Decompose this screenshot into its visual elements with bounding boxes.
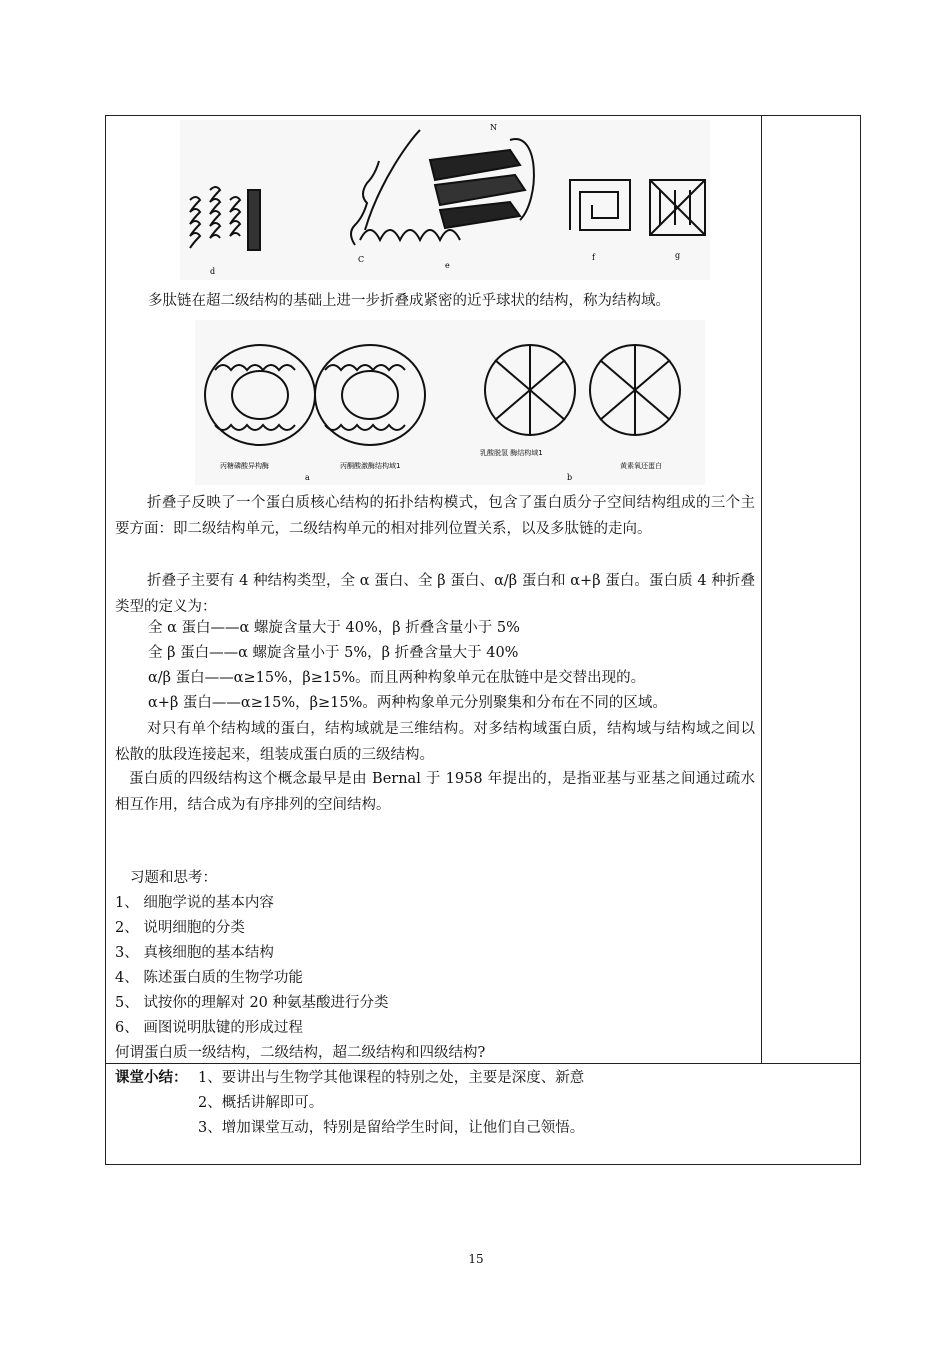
fig-label-d: d bbox=[210, 267, 216, 276]
exercises-heading: 习题和思考： bbox=[130, 870, 217, 886]
fig-label-c: C bbox=[358, 255, 365, 264]
definition-all-beta: 全 β 蛋白——α 螺旋含量小于 5%，β 折叠含量大于 40% bbox=[148, 645, 519, 661]
definition-alpha-slash-beta: α/β 蛋白——α≥15%，β≥15%。而且两种构象单元在肽链中是交替出现的。 bbox=[148, 670, 646, 686]
exercise-question: 何谓蛋白质一级结构，二级结构，超二级结构和四级结构? bbox=[115, 1045, 486, 1061]
fig-label-g: g bbox=[675, 251, 681, 260]
summary-label bbox=[115, 1066, 188, 1091]
summary-item-2: 2、概括讲解即可。 bbox=[198, 1095, 324, 1111]
summary-label-text: 课堂小结 bbox=[115, 1070, 173, 1086]
page-number: 15 bbox=[468, 1252, 484, 1266]
fig-label-n: N bbox=[490, 123, 497, 132]
fold-paragraph-2: 折叠子主要有 4 种结构类型，全 α 蛋白、全 β 蛋白、α/β 蛋白和 α+β 蛋白。蛋白质 4 种折叠类型的定义为： bbox=[115, 573, 755, 615]
structural-domain-figure bbox=[195, 320, 705, 485]
domain-caption-3: 乳酸脱氢 酶结构域1 bbox=[480, 449, 543, 457]
exercise-item-3: 3、 真核细胞的基本结构 bbox=[115, 945, 274, 961]
exercise-item-1: 1、 细胞学说的基本内容 bbox=[115, 895, 274, 911]
definition-alpha-plus-beta: α+β 蛋白——α≥15%，β≥15%。两种构象单元分别聚集和分布在不同的区域。 bbox=[148, 695, 667, 711]
exercise-item-4: 4、 陈述蛋白质的生物学功能 bbox=[115, 970, 303, 986]
exercise-item-6: 6、 画图说明肽键的形成过程 bbox=[115, 1020, 303, 1036]
domain-caption-text: 多肽链在超二级结构的基础上进一步折叠成紧密的近乎球状的结构，称为结构域。 bbox=[148, 293, 670, 309]
supersecondary-structure-figure bbox=[180, 120, 710, 280]
definition-all-alpha: 全 α 蛋白——α 螺旋含量大于 40%，β 折叠含量小于 5% bbox=[148, 620, 520, 636]
summary-item-1: 1、要讲出与生物学其他课程的特别之处，主要是深度、新意 bbox=[198, 1070, 585, 1086]
exercise-item-5: 5、 试按你的理解对 20 种氨基酸进行分类 bbox=[115, 995, 389, 1011]
domain-caption-2: 丙酮酸激酶结构域1 bbox=[340, 462, 401, 470]
fold-paragraph-1: 折叠子反映了一个蛋白质核心结构的拓扑结构模式，包含了蛋白质分子空间结构组成的三个主要方面：即二级结构单元，二级结构单元的相对排列位置关系，以及多肽链的走向。 bbox=[115, 495, 755, 537]
domain-caption-4: 黄素氧还蛋白 bbox=[620, 462, 662, 470]
fig-label-e: e bbox=[445, 261, 450, 270]
domain-caption-1: 丙糖磷酸异构酶 bbox=[220, 462, 269, 470]
fig-label-f: f bbox=[592, 253, 595, 262]
table-column-divider bbox=[761, 115, 762, 1064]
tertiary-paragraph: 对只有单个结构域的蛋白，结构域就是三维结构。对多结构域蛋白质，结构域与结构域之间以松散的肽段连接起来，组装成蛋白质的三级结构。 bbox=[115, 721, 755, 763]
domain-label-b: b bbox=[567, 473, 573, 482]
summary-colon: ： bbox=[173, 1070, 188, 1086]
quaternary-paragraph: 蛋白质的四级结构这个概念最早是由 Bernal 于 1958 年提出的，是指亚基与亚基之间通过疏水相互作用，结合成为有序排列的空间结构。 bbox=[115, 771, 755, 813]
summary-item-3: 3、增加课堂互动，特别是留给学生时间，让他们自己领悟。 bbox=[198, 1120, 585, 1136]
domain-label-a: a bbox=[305, 473, 310, 482]
exercise-item-2: 2、 说明细胞的分类 bbox=[115, 920, 245, 936]
